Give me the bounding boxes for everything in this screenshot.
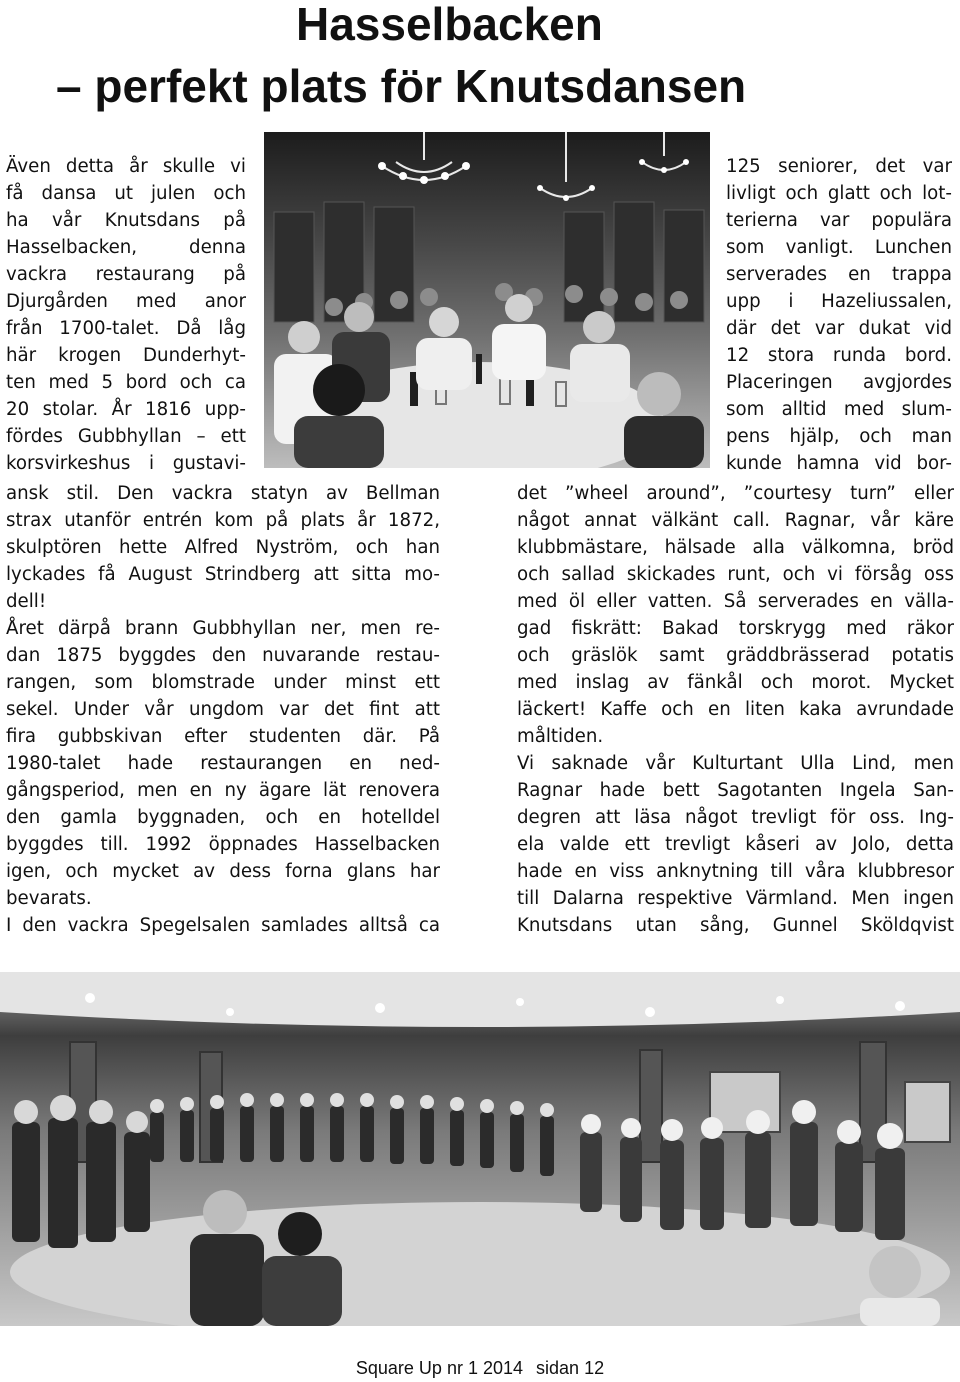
page-number: sidan 12: [536, 1358, 605, 1378]
text-line: med inslag av fänkål och morot. Mycket: [517, 672, 954, 693]
text-line: livligt och glatt och lot-: [726, 183, 952, 204]
text-line: kunde hamna vid bor-: [726, 453, 952, 474]
text-line: skulptören hette Alfred Nyström, och han: [6, 537, 440, 558]
text-line: degren att läsa något trevligt för oss. Ing-: [517, 807, 954, 828]
text-line: 1980-talet hade restaurangen en ned-: [6, 753, 440, 774]
text-line: och sallad skickades runt, och vi försåg oss: [517, 564, 954, 585]
text-line: fördes Gubbhyllan – ett: [6, 426, 246, 447]
text-line: 20 stolar. År 1816 upp-: [6, 399, 246, 420]
text-line: strax utanför entrén kom på plats år 1872,: [6, 510, 440, 531]
text-line: sekel. Under vår ungdom var det fint att: [6, 699, 440, 720]
text-line: lyckades få August Strindberg att sitta mo-: [6, 564, 440, 585]
text-line: byggdes till. 1992 öppnades Hasselbacken: [6, 834, 440, 855]
text-line: fira gubbskivan efter studenten där. På: [6, 726, 440, 747]
text-line: till Dalarna respektive Värmland. Men ingen: [517, 888, 954, 909]
text-line: bevarats.: [6, 888, 92, 909]
text-line: ha vår Knutsdans på: [6, 210, 246, 231]
photo-dance-circle: [0, 972, 960, 1326]
text-line: Djurgården med anor: [6, 291, 246, 312]
text-line: 125 seniorer, det var: [726, 156, 952, 177]
text-line: något annat välkänt call. Ragnar, vår käre: [517, 510, 954, 531]
text-line: 12 stora runda bord.: [726, 345, 952, 366]
text-line: Hasselbacken, denna: [6, 237, 246, 258]
article-title: [0, 0, 960, 120]
text-line: Vi saknade vår Kulturtant Ulla Lind, men: [517, 753, 954, 774]
text-line: från 1700-talet. Då låg: [6, 318, 246, 339]
text-line: klubbmästare, hälsade alla välkomna, bröd: [517, 537, 954, 558]
text-line: pens hjälp, och man: [726, 426, 952, 447]
text-line: gad fiskrätt: Bakad torskrygg med räkor: [517, 618, 954, 639]
text-line: med öl eller vatten. Så serverades en välla-: [517, 591, 954, 612]
publication-name: Square Up nr 1 2014: [355, 1358, 524, 1378]
text-line: och gräslök samt gräddbrässerad potatis: [517, 645, 954, 666]
text-line: gångsperiod, men en ny ägare lät renovera: [6, 780, 440, 801]
text-line: ansk stil. Den vackra statyn av Bellman: [6, 483, 440, 504]
photo-banquet-hall: [264, 132, 710, 468]
text-line: läckert! Kaffe och en liten kaka avrundade: [517, 699, 954, 720]
text-line: serverades en trappa: [726, 264, 952, 285]
text-line: Placeringen avgjordes: [726, 372, 952, 393]
text-line: korsvirkeshus i gustavi-: [6, 453, 246, 474]
text-line: terierna var populära: [726, 210, 952, 231]
text-line: Knutsdans utan sång, Gunnel Sköldqvist: [517, 915, 954, 936]
text-line: ela valde ett trevligt kåseri av Jolo, detta: [517, 834, 954, 855]
text-line: upp i Hazeliussalen,: [726, 291, 952, 312]
text-line: där det var dukat vid: [726, 318, 952, 339]
text-line: måltiden.: [517, 726, 604, 747]
text-line: Även detta år skulle vi: [6, 156, 246, 177]
text-line: dell!: [6, 591, 47, 612]
text-line: ten med 5 bord och ca: [6, 372, 246, 393]
text-line: det ”wheel around”, ”courtesy turn” eller: [517, 483, 954, 504]
text-line: vackra restaurang på: [6, 264, 246, 285]
text-line: som alltid med slum-: [726, 399, 952, 420]
text-line: Ragnar hade bett Sagotanten Ingela San-: [517, 780, 954, 801]
text-line: Året därpå brann Gubbhyllan ner, men re-: [6, 618, 440, 639]
text-line: som vanligt. Lunchen: [726, 237, 952, 258]
text-line: I den vackra Spegelsalen samlades alltså ca: [6, 915, 440, 936]
text-line: här krogen Dunderhyt-: [6, 345, 246, 366]
text-line: igen, och mycket av dess forna glans har: [6, 861, 440, 882]
text-line: dan 1875 byggdes den nuvarande restau-: [6, 645, 440, 666]
text-line: få dansa ut julen och: [6, 183, 246, 204]
title-line-2: – perfekt plats för Knutsdansen: [56, 60, 747, 112]
text-line: den gamla byggnaden, och en hotelldel: [6, 807, 440, 828]
title-line-1: Hasselbacken: [296, 0, 603, 50]
text-line: hade en viss anknytning till våra klubbresor: [517, 861, 954, 882]
text-line: rangen, som blomstrade under minst ett: [6, 672, 440, 693]
page-footer: [0, 1356, 960, 1380]
